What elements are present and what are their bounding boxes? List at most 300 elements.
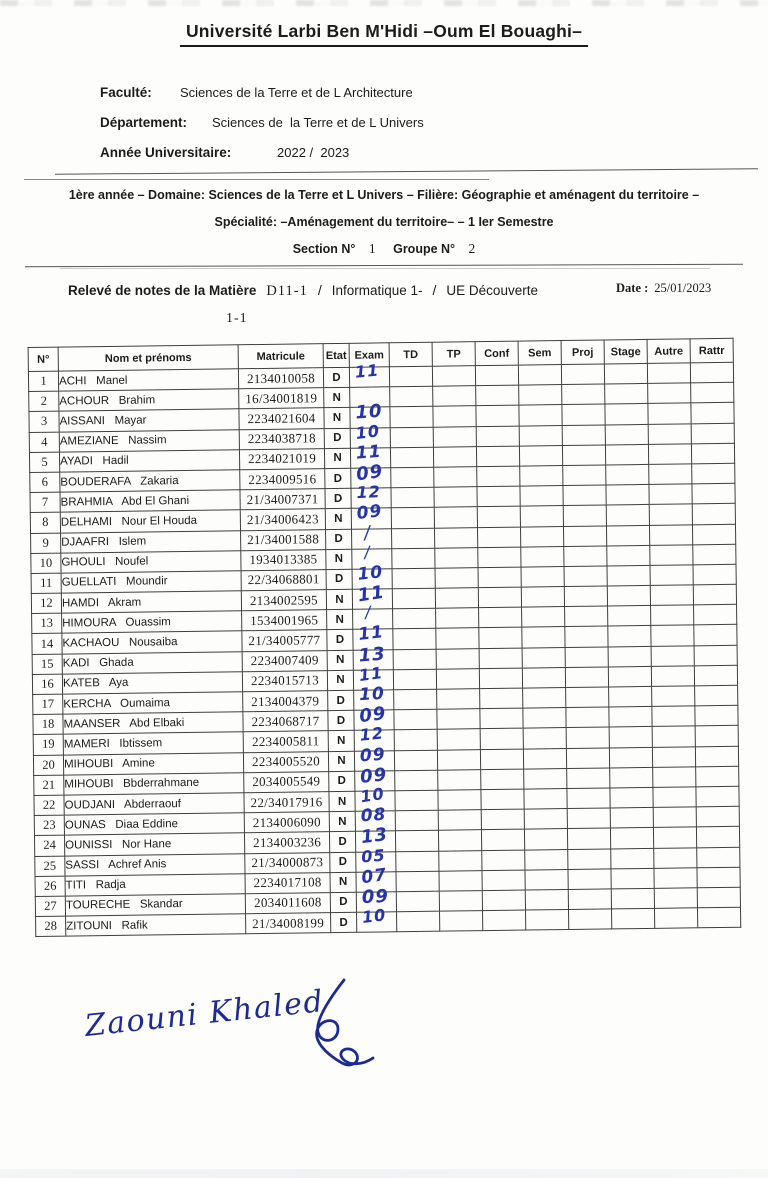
etat-cell: N: [329, 811, 355, 832]
col-header-autre: Autre: [647, 339, 690, 364]
empty-grade-cell: [477, 527, 520, 548]
empty-grade-cell: [518, 365, 561, 386]
releve-line: [68, 282, 538, 300]
empty-grade-cell: [436, 608, 479, 629]
empty-grade-cell: [654, 888, 697, 909]
signature: [72, 972, 402, 1080]
empty-grade-cell: [567, 808, 610, 829]
col-header-nometprnoms: Nom et prénoms: [58, 345, 238, 371]
divider-line-top: [55, 168, 758, 175]
empty-grade-cell: [395, 790, 438, 811]
col-header-conf: Conf: [475, 341, 518, 366]
empty-grade-cell: [475, 365, 518, 386]
student-name-cell: MAANSER Abd Elbaki: [63, 712, 243, 735]
academic-year-label: Année Universitaire:: [100, 145, 232, 160]
student-name-cell: ZITOUNI Rafik: [66, 914, 246, 937]
empty-grade-cell: [691, 423, 734, 444]
row-number-cell: 3: [29, 412, 59, 433]
handwritten-exam-grade: 05: [360, 845, 387, 867]
empty-grade-cell: [695, 726, 738, 747]
row-number-cell: 5: [29, 452, 59, 473]
empty-grade-cell: [520, 526, 563, 547]
row-number-cell: 16: [32, 674, 62, 695]
empty-grade-cell: [609, 686, 652, 707]
empty-grade-cell: [648, 423, 691, 444]
empty-grade-cell: [654, 847, 697, 868]
empty-grade-cell: [520, 506, 563, 527]
empty-grade-cell: [694, 665, 737, 686]
empty-grade-cell: [432, 366, 475, 387]
empty-grade-cell: [697, 907, 740, 928]
etat-cell: D: [330, 852, 356, 873]
etat-cell: D: [324, 428, 350, 449]
etat-cell: N: [329, 791, 355, 812]
exam-grade-cell: [351, 501, 391, 529]
empty-grade-cell: [434, 487, 477, 508]
section-number: 1: [368, 241, 376, 256]
empty-grade-cell: [652, 706, 695, 727]
matricule-cell: 2034005549: [244, 771, 329, 792]
matricule-cell: 16/34001819: [239, 388, 324, 409]
empty-grade-cell: [433, 406, 476, 427]
empty-grade-cell: [437, 689, 480, 710]
empty-grade-cell: [480, 688, 523, 709]
empty-grade-cell: [610, 808, 653, 829]
section-label: Section N°: [292, 242, 356, 256]
empty-grade-cell: [566, 687, 609, 708]
empty-grade-cell: [436, 668, 479, 689]
empty-grade-cell: [611, 868, 654, 889]
handwritten-exam-grade: 09: [354, 460, 385, 486]
row-number-cell: 21: [34, 775, 64, 796]
empty-grade-cell: [566, 748, 609, 769]
empty-grade-cell: [609, 747, 652, 768]
empty-grade-cell: [649, 524, 692, 545]
empty-grade-cell: [606, 464, 649, 485]
matricule-cell: 21/34008199: [246, 913, 331, 934]
empty-grade-cell: [522, 627, 565, 648]
empty-grade-cell: [393, 649, 436, 670]
empty-grade-cell: [483, 910, 526, 931]
academic-year-value: 2022 / 2023: [277, 145, 350, 160]
handwritten-exam-grade: 10: [356, 562, 385, 585]
empty-grade-cell: [606, 525, 649, 546]
empty-grade-cell: [608, 646, 651, 667]
empty-grade-cell: [435, 547, 478, 568]
handwritten-absent-mark: /: [363, 542, 371, 562]
empty-grade-cell: [438, 810, 481, 831]
row-number-cell: 8: [30, 512, 60, 533]
matricule-cell: 22/34017916: [244, 792, 329, 813]
empty-grade-cell: [562, 404, 605, 425]
faculty-label: Faculté:: [100, 85, 152, 100]
empty-grade-cell: [394, 689, 437, 710]
empty-grade-cell: [394, 730, 437, 751]
row-number-cell: 13: [32, 613, 62, 634]
empty-grade-cell: [438, 790, 481, 811]
matricule-cell: 2134006090: [244, 812, 329, 833]
empty-grade-cell: [480, 728, 523, 749]
empty-grade-cell: [393, 629, 436, 650]
col-header-rattr: Rattr: [690, 338, 733, 363]
etat-cell: N: [324, 448, 350, 469]
empty-grade-cell: [477, 486, 520, 507]
empty-grade-cell: [568, 869, 611, 890]
empty-grade-cell: [390, 386, 433, 407]
signature-name: Zaouni Khaled: [83, 984, 326, 1044]
empty-grade-cell: [648, 383, 691, 404]
matricule-cell: 2034011608: [245, 892, 330, 913]
empty-grade-cell: [476, 426, 519, 447]
handwritten-exam-grade: 10: [359, 783, 386, 807]
student-name-cell: GHOULI Noufel: [61, 550, 241, 573]
empty-grade-cell: [567, 788, 610, 809]
empty-grade-cell: [521, 546, 564, 567]
empty-grade-cell: [433, 386, 476, 407]
empty-grade-cell: [693, 564, 736, 585]
department-label: Département:: [100, 115, 188, 130]
handwritten-exam-grade: 09: [355, 501, 384, 525]
empty-grade-cell: [696, 786, 739, 807]
empty-grade-cell: [605, 424, 648, 445]
empty-grade-cell: [695, 746, 738, 767]
empty-grade-cell: [652, 686, 695, 707]
empty-grade-cell: [566, 707, 609, 728]
row-number-cell: 10: [31, 553, 61, 574]
empty-grade-cell: [562, 384, 605, 405]
empty-grade-cell: [523, 748, 566, 769]
handwritten-exam-grade: 10: [354, 420, 381, 443]
empty-grade-cell: [692, 483, 735, 504]
scan-smudge-bottom: [0, 1169, 768, 1178]
empty-grade-cell: [690, 362, 733, 383]
col-header-n: N°: [28, 347, 58, 371]
empty-grade-cell: [608, 666, 651, 687]
handwritten-exam-grade: 09: [359, 763, 389, 788]
empty-grade-cell: [437, 749, 480, 770]
etat-cell: N: [327, 610, 353, 631]
row-number-cell: 23: [34, 815, 64, 836]
student-name-cell: AISSANI Mayar: [59, 409, 239, 432]
row-number-cell: 9: [31, 533, 61, 554]
empty-grade-cell: [608, 626, 651, 647]
row-number-cell: 1: [28, 371, 58, 392]
empty-grade-cell: [476, 446, 519, 467]
program-line-2: Spécialité: –Aménagement du territoire– – 1 Ier Semestre: [214, 215, 554, 229]
empty-grade-cell: [609, 707, 652, 728]
etat-cell: N: [327, 650, 353, 671]
matricule-cell: 21/34007371: [240, 489, 325, 510]
handwritten-exam-grade: 12: [358, 723, 385, 746]
etat-cell: N: [326, 549, 352, 570]
matricule-cell: 21/34005777: [242, 630, 327, 651]
empty-grade-cell: [439, 870, 482, 891]
empty-grade-cell: [393, 669, 436, 690]
empty-grade-cell: [434, 507, 477, 528]
col-header-etat: Etat: [323, 343, 349, 367]
empty-grade-cell: [526, 910, 569, 931]
date-label: Date :: [616, 281, 649, 295]
exam-grade-cell: [351, 521, 391, 549]
empty-grade-cell: [691, 382, 734, 403]
empty-grade-cell: [482, 850, 525, 871]
handwritten-exam-grade: 09: [358, 703, 388, 728]
empty-grade-cell: [440, 911, 483, 932]
empty-grade-cell: [397, 911, 440, 932]
empty-grade-cell: [692, 504, 735, 525]
empty-grade-cell: [394, 709, 437, 730]
empty-grade-cell: [396, 891, 439, 912]
empty-grade-cell: [481, 809, 524, 830]
releve-label: Relevé de notes de la Matière: [68, 283, 257, 298]
matricule-cell: 2134004379: [243, 691, 328, 712]
student-name-cell: TOURECHE Skandar: [65, 894, 245, 917]
empty-grade-cell: [478, 587, 521, 608]
empty-grade-cell: [568, 889, 611, 910]
grades-table-body: [28, 362, 740, 936]
student-name-cell: HAMDI Akram: [61, 591, 241, 614]
empty-grade-cell: [391, 508, 434, 529]
empty-grade-cell: [650, 585, 693, 606]
empty-grade-cell: [481, 829, 524, 850]
row-number-cell: 26: [35, 876, 65, 897]
matricule-cell: 1934013385: [241, 549, 326, 570]
etat-cell: N: [326, 589, 352, 610]
exam-grade-cell: [352, 581, 392, 610]
empty-grade-cell: [562, 445, 605, 466]
empty-grade-cell: [648, 444, 691, 465]
row-number-cell: 2: [29, 391, 59, 412]
empty-grade-cell: [476, 405, 519, 426]
matricule-cell: 2234017108: [245, 872, 330, 893]
etat-cell: D: [325, 488, 351, 509]
empty-grade-cell: [519, 425, 562, 446]
handwritten-exam-grade: 08: [360, 804, 388, 827]
empty-grade-cell: [396, 871, 439, 892]
empty-grade-cell: [477, 506, 520, 527]
student-name-cell: MIHOUBI Amine: [63, 752, 243, 775]
empty-grade-cell: [605, 404, 648, 425]
handwritten-exam-grade: 10: [360, 905, 388, 927]
student-name-cell: KACHAOU Nousaiba: [62, 631, 242, 654]
row-number-cell: 18: [33, 714, 63, 735]
empty-grade-cell: [651, 666, 694, 687]
handwritten-exam-grade: 11: [356, 581, 387, 607]
empty-grade-cell: [568, 848, 611, 869]
date-value: 25/01/2023: [654, 281, 712, 295]
empty-grade-cell: [610, 787, 653, 808]
student-name-cell: OUDJANI Abderraouf: [64, 793, 244, 816]
empty-grade-cell: [651, 625, 694, 646]
empty-grade-cell: [390, 427, 433, 448]
empty-grade-cell: [606, 505, 649, 526]
col-header-sem: Sem: [518, 341, 561, 366]
empty-grade-cell: [693, 544, 736, 565]
handwritten-exam-grade: 13: [359, 824, 390, 849]
empty-grade-cell: [696, 827, 739, 848]
empty-grade-cell: [654, 908, 697, 929]
course-ue: UE Découverte: [446, 283, 538, 298]
empty-grade-cell: [650, 565, 693, 586]
etat-cell: N: [324, 408, 350, 429]
col-header-proj: Proj: [561, 340, 604, 365]
exam-grade-cell: [357, 905, 397, 933]
handwritten-exam-grade: 11: [355, 441, 383, 464]
handwritten-exam-grade: 07: [360, 864, 389, 888]
empty-grade-cell: [521, 566, 564, 587]
empty-grade-cell: [611, 888, 654, 909]
etat-cell: D: [331, 912, 357, 933]
empty-grade-cell: [479, 668, 522, 689]
empty-grade-cell: [563, 525, 606, 546]
empty-grade-cell: [520, 486, 563, 507]
empty-grade-cell: [395, 810, 438, 831]
empty-grade-cell: [519, 445, 562, 466]
empty-grade-cell: [610, 767, 653, 788]
etat-cell: D: [329, 832, 355, 853]
handwritten-exam-grade: 09: [361, 885, 390, 909]
empty-grade-cell: [479, 628, 522, 649]
empty-grade-cell: [481, 789, 524, 810]
empty-grade-cell: [477, 466, 520, 487]
empty-grade-cell: [697, 847, 740, 868]
empty-grade-cell: [391, 487, 434, 508]
empty-grade-cell: [391, 528, 434, 549]
empty-grade-cell: [481, 769, 524, 790]
matricule-cell: 2134002595: [241, 590, 326, 611]
student-name-cell: KATEB Aya: [62, 672, 242, 695]
row-number-cell: 7: [30, 492, 60, 513]
empty-grade-cell: [433, 426, 476, 447]
col-header-td: TD: [389, 342, 432, 367]
empty-grade-cell: [479, 607, 522, 628]
empty-grade-cell: [524, 768, 567, 789]
empty-grade-cell: [392, 568, 435, 589]
separator-2: /: [432, 282, 437, 298]
empty-grade-cell: [435, 588, 478, 609]
matricule-cell: 21/34000873: [245, 852, 330, 873]
empty-grade-cell: [694, 645, 737, 666]
matricule-cell: 2234015713: [242, 670, 327, 691]
row-number-cell: 25: [35, 856, 65, 877]
signature-flourish-icon: [317, 980, 373, 1065]
row-number-cell: 12: [31, 593, 61, 614]
etat-cell: N: [330, 872, 356, 893]
empty-grade-cell: [694, 605, 737, 626]
empty-grade-cell: [652, 746, 695, 767]
faculty-value: Sciences de la Terre et de L Architecture: [180, 85, 413, 100]
empty-grade-cell: [653, 827, 696, 848]
row-number-cell: 20: [33, 755, 63, 776]
divider-line-mid-echo: [60, 268, 710, 269]
empty-grade-cell: [523, 728, 566, 749]
empty-grade-cell: [439, 891, 482, 912]
course-code-sub: 1-1: [226, 311, 248, 326]
empty-grade-cell: [567, 768, 610, 789]
empty-grade-cell: [562, 425, 605, 446]
empty-grade-cell: [436, 628, 479, 649]
empty-grade-cell: [607, 545, 650, 566]
student-name-cell: AYADI Hadil: [59, 450, 239, 473]
empty-grade-cell: [611, 908, 654, 929]
row-number-cell: 27: [35, 896, 65, 917]
empty-grade-cell: [476, 385, 519, 406]
empty-grade-cell: [519, 385, 562, 406]
empty-grade-cell: [610, 828, 653, 849]
empty-grade-cell: [697, 887, 740, 908]
empty-grade-cell: [523, 708, 566, 729]
empty-grade-cell: [435, 568, 478, 589]
student-name-cell: DJAAFRI Islem: [61, 530, 241, 553]
empty-grade-cell: [649, 484, 692, 505]
matricule-cell: 2234038718: [239, 428, 324, 449]
row-number-cell: 19: [33, 734, 63, 755]
empty-grade-cell: [389, 366, 432, 387]
empty-grade-cell: [605, 444, 648, 465]
student-name-cell: MAMERI Ibtissem: [63, 732, 243, 755]
empty-grade-cell: [438, 830, 481, 851]
empty-grade-cell: [525, 869, 568, 890]
empty-grade-cell: [482, 890, 525, 911]
etat-cell: D: [327, 630, 353, 651]
etat-cell: N: [325, 509, 351, 530]
empty-grade-cell: [652, 726, 695, 747]
matricule-cell: 2234009516: [240, 469, 325, 490]
empty-grade-cell: [654, 868, 697, 889]
empty-grade-cell: [653, 787, 696, 808]
empty-grade-cell: [433, 446, 476, 467]
divider-line-top-echo: [24, 179, 489, 180]
matricule-cell: 21/34001588: [241, 529, 326, 550]
student-name-cell: HIMOURA Ouassim: [62, 611, 242, 634]
empty-grade-cell: [522, 607, 565, 628]
empty-grade-cell: [609, 727, 652, 748]
empty-grade-cell: [519, 405, 562, 426]
student-name-cell: DELHAMI Nour El Houda: [60, 510, 240, 533]
empty-grade-cell: [693, 584, 736, 605]
etat-cell: D: [323, 367, 349, 388]
empty-grade-cell: [394, 750, 437, 771]
empty-grade-cell: [695, 705, 738, 726]
etat-cell: N: [327, 670, 353, 691]
empty-grade-cell: [520, 465, 563, 486]
col-header-stage: Stage: [604, 339, 647, 364]
empty-grade-cell: [649, 504, 692, 525]
empty-grade-cell: [392, 588, 435, 609]
student-name-cell: OUNAS Diaa Eddine: [64, 813, 244, 836]
scan-noise-top: [0, 0, 768, 6]
empty-grade-cell: [478, 567, 521, 588]
empty-grade-cell: [606, 485, 649, 506]
col-header-exam: Exam: [349, 343, 389, 368]
col-header-tp: TP: [432, 342, 475, 367]
handwritten-absent-mark: /: [364, 602, 372, 623]
course-code: D11-1: [266, 283, 308, 299]
empty-grade-cell: [647, 363, 690, 384]
handwritten-exam-grade: 11: [354, 360, 381, 382]
matricule-cell: 2134003236: [244, 832, 329, 853]
empty-grade-cell: [478, 547, 521, 568]
student-name-cell: ACHI Manel: [58, 369, 238, 392]
empty-grade-cell: [563, 505, 606, 526]
empty-grade-cell: [395, 770, 438, 791]
empty-grade-cell: [651, 605, 694, 626]
empty-grade-cell: [525, 889, 568, 910]
student-name-cell: GUELLATI Moundir: [61, 571, 241, 594]
empty-grade-cell: [648, 403, 691, 424]
col-header-matricule: Matricule: [238, 344, 323, 369]
empty-grade-cell: [437, 729, 480, 750]
